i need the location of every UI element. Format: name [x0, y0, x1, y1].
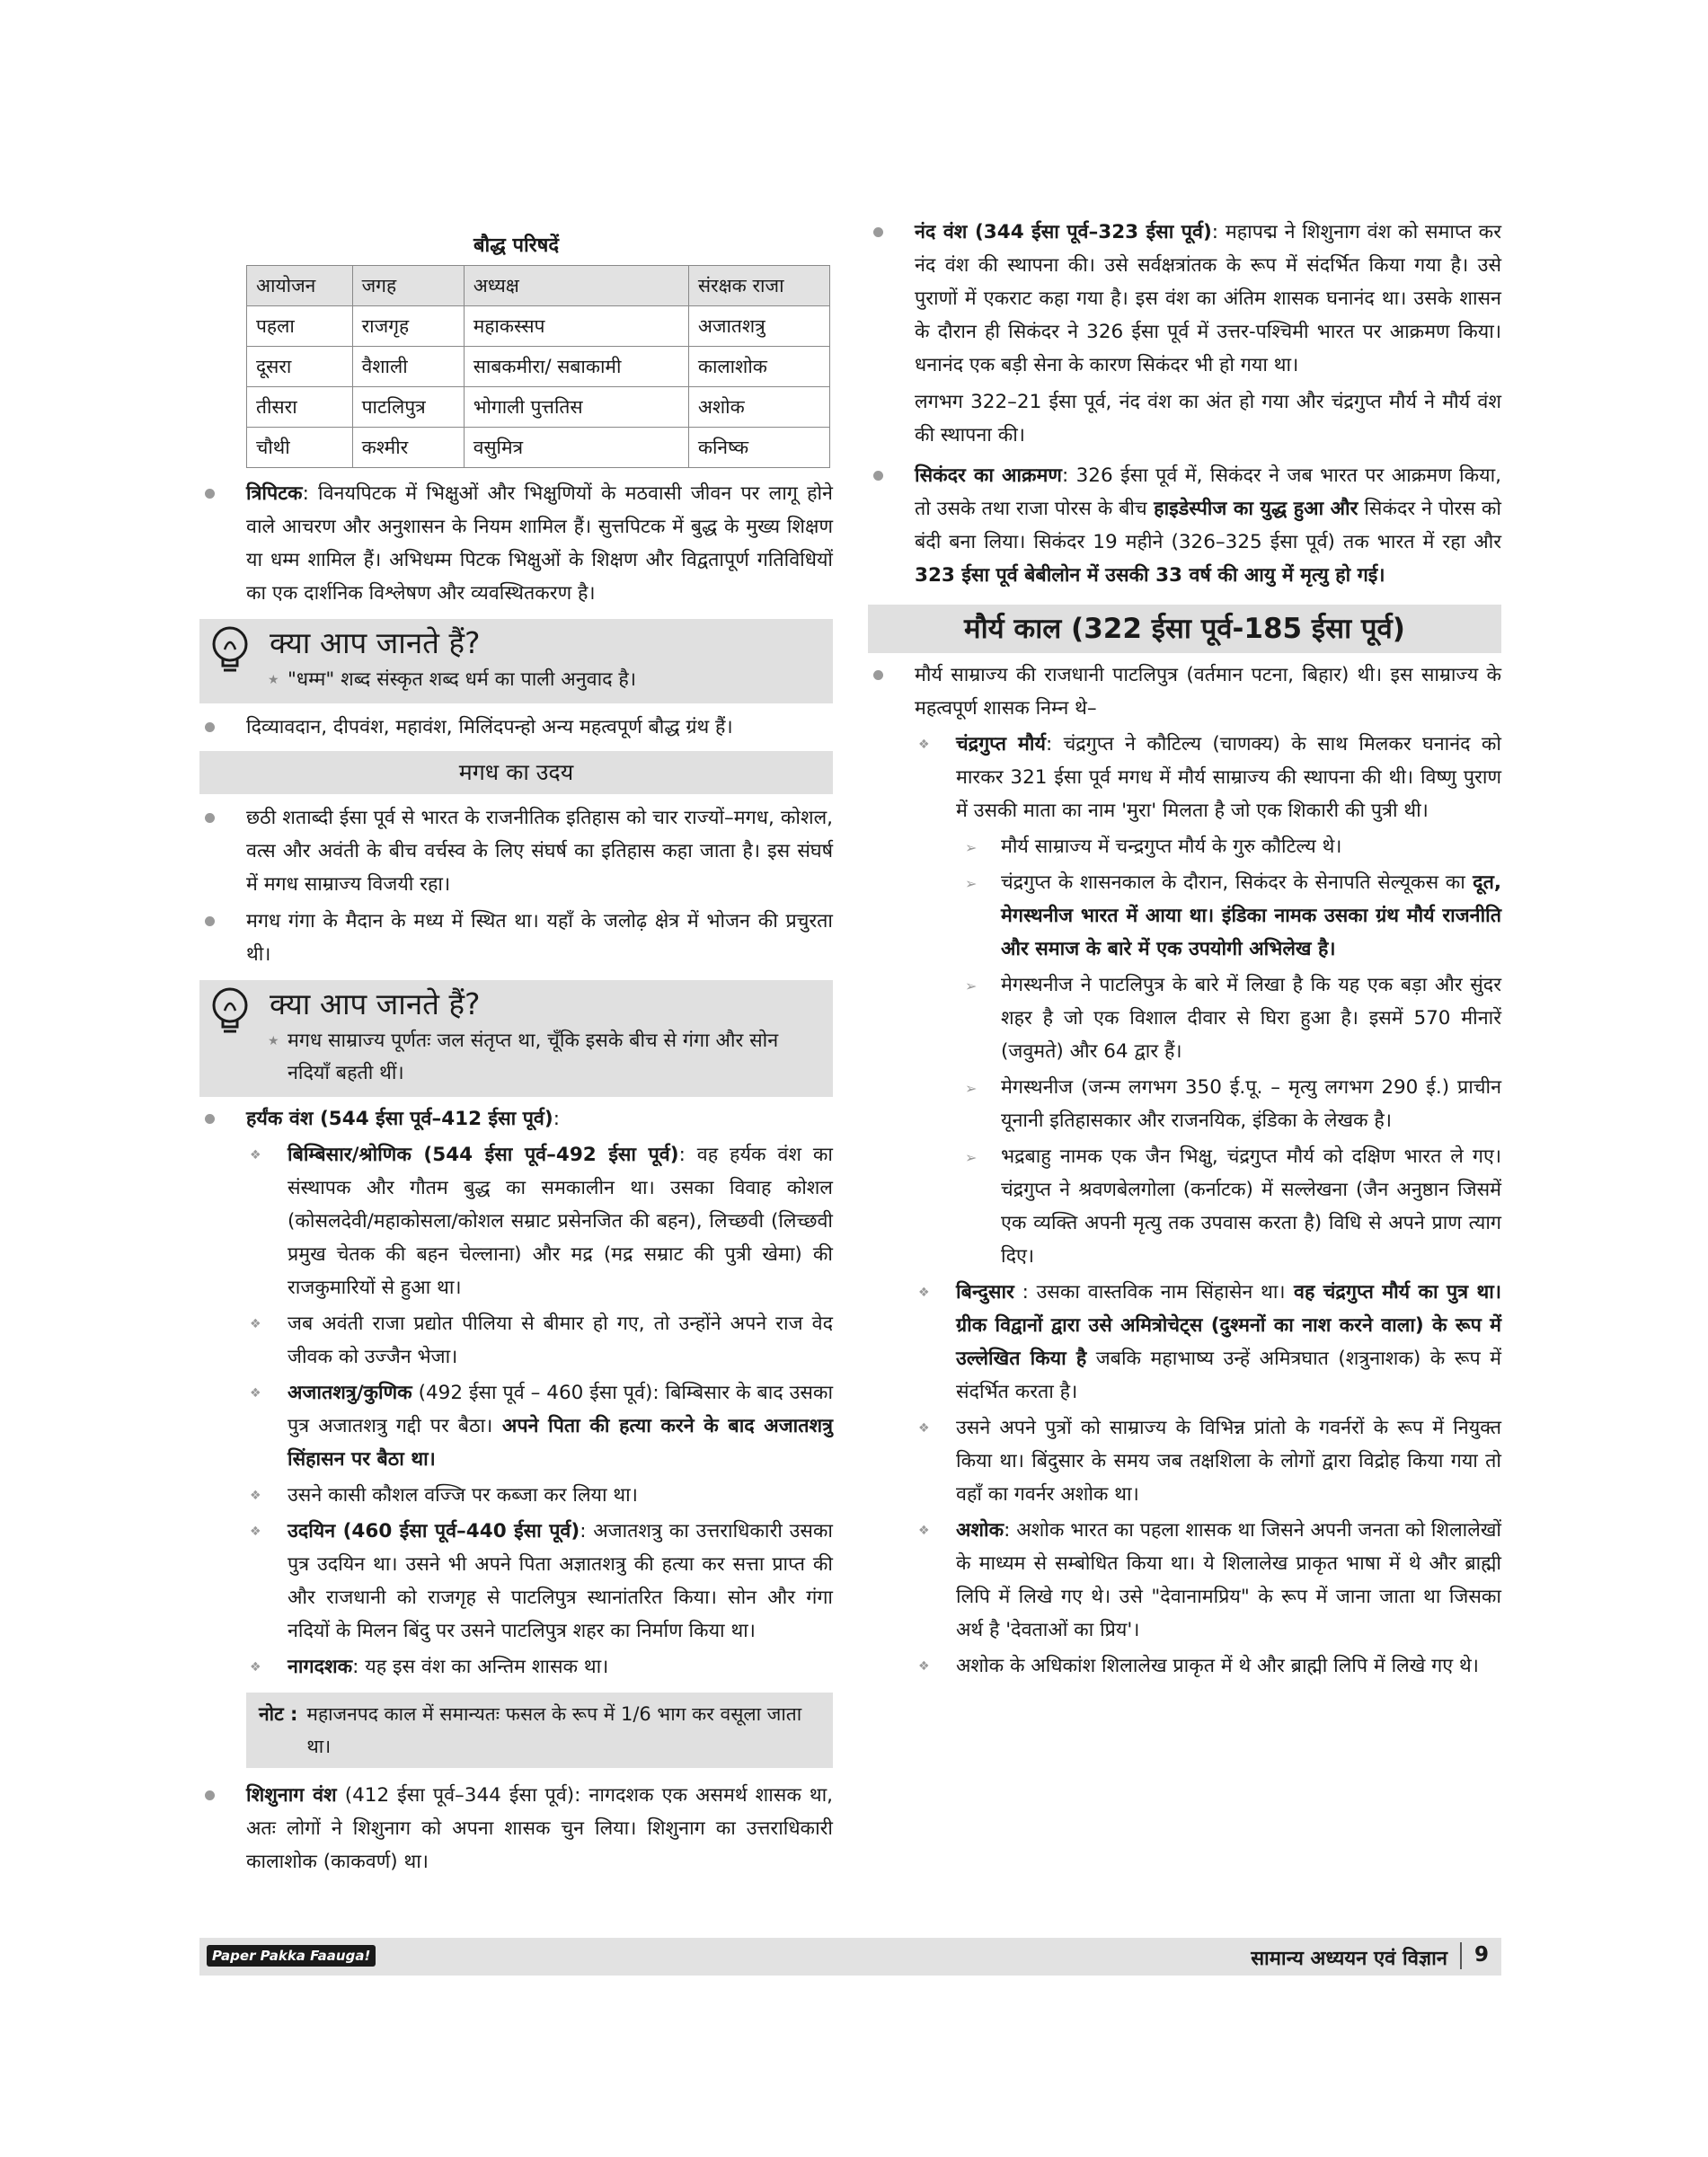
shishunag-text: : नागदशक एक असमर्थ शासक था, अतः लोगों ने शिशुनाग को अपना शासक चुन लिया। शिशुनाग का उत्तराधिकारी कालाशोक (काकवर्ण) था। [246, 1784, 834, 1873]
table-header-row [247, 266, 830, 306]
ajatshatru-paragraph [199, 1376, 833, 1476]
section-heading-maurya: मौर्य काल (322 ईसा पूर्व-185 ईसा पूर्व) [868, 605, 1501, 653]
ajatshatru-term: अजातशत्रु/कुणिक [288, 1382, 412, 1404]
guru-paragraph: ➢ मौर्य साम्राज्य में चन्द्रगुप्त मौर्य के गुरु कौटिल्य थे। [868, 830, 1501, 863]
brand-logo: Paper Pakka Faauga! [207, 1945, 376, 1967]
governors-paragraph: ❖ उसने अपने पुत्रों को साम्राज्य के विभिन्न प्रांतो के गवर्नरों के रूप में नियुक्त किया था। बिंदुसार के समय जब तक्षशिला के लोगों द्वारा विद्रोह किया गया तो वहाँ का गवर्नर अशोक था। [868, 1411, 1501, 1511]
footer-divider [1460, 1942, 1462, 1969]
ashoka-text: : अशोक भारत का पहला शासक था जिसने अपनी जनता को शिलालेखों के माध्यम से सम्बोधित किया था। ये शिलालेख प्राकृत भाषा में थे और ब्राह्मी लिपि में लिखे गए थे। उसे "देवानामप्रिय" के रूप में जाना जाता था जिसका अर्थ है 'देवताओं का प्रिय'। [956, 1519, 1501, 1641]
chandragupta-paragraph [868, 728, 1501, 827]
bindusar-bold: वह चंद्रगुप्त मौर्य का पुत्र था। ग्रीक विद्वानों द्वारा उसे अमित्रोचेट्स (दुश्मनों का नाश करने वाला) के रूप में उल्लेखित किया है [956, 1281, 1501, 1370]
right-column [868, 216, 1501, 1683]
did-you-know-title: क्या आप जानते हैं? [270, 625, 481, 660]
table-cell: अशोक [688, 387, 829, 428]
sikandar-bold-2: 323 ईसा पूर्व बेबीलोन में उसकी 33 वर्ष की आयु में मृत्यु हो गई। [915, 564, 1385, 587]
table-cell: वैशाली [352, 347, 464, 387]
ajatshatru-text: : बिम्बिसार के बाद उसका पुत्र अजातशत्रु गद्दी पर बैठा। [288, 1382, 834, 1437]
seleucus-bold: दूत, मेगस्थनीज भारत में आया था। इंडिका नामक उसका ग्रंथ मौर्य राजनीति और समाज के बारे में एक उपयोगी अभिलेख है। [1001, 871, 1501, 960]
bindusar-term: बिन्दुसार [956, 1281, 1014, 1304]
sikandar-paragraph [868, 459, 1501, 592]
magadh-paragraph-2: मगध गंगा के मैदान के मध्य में स्थित था। यहाँ के जलोढ़ क्षेत्र में भोजन की प्रचुरता थी। [199, 905, 833, 971]
did-you-know-title: क्या आप जानते हैं? [270, 986, 481, 1021]
table-cell: महाकस्सप [464, 306, 688, 347]
nagdashak-text: : यह इस वंश का अन्तिम शासक था। [352, 1656, 609, 1678]
maurya-intro-paragraph: मौर्य साम्राज्य की राजधानी पाटलिपुत्र (वर्तमान पटना, बिहार) थी। इस साम्राज्य के महत्वपूर्ण शासक निम्न थे– [868, 659, 1501, 725]
magadh-paragraph-1: छठी शताब्दी ईसा पूर्व से भारत के राजनीतिक इतिहास को चार राज्यों–मगध, कोशल, वत्स और अवंती के बीच वर्चस्व के लिए संघर्ष का इतिहास कहा जाता है। इस संघर्ष में मगध साम्राज्य विजयी रहा। [199, 801, 833, 901]
section-heading-magadh: मगध का उदय [199, 751, 833, 794]
nand-paragraph [868, 216, 1501, 382]
table-cell: कालाशोक [688, 347, 829, 387]
seleucus-text: चंद्रगुप्त के शासनकाल के दौरान, सिकंदर के सेनापति सेल्यूकस का [1001, 871, 1465, 894]
table-cell: पाटलिपुत्र [352, 387, 464, 428]
table-cell: पहला [247, 306, 353, 347]
sikandar-text-2: सिकंदर ने पोरस को बंदी बना लिया। सिकंदर 19 महीने (326–325 ईसा पूर्व) तक भारत में रहा और [915, 498, 1501, 553]
header-cell: संरक्षक राजा [688, 266, 829, 306]
haryanka-text: : [553, 1108, 560, 1130]
did-you-know-fact: ★ मगध साम्राज्य पूर्णतः जल संतृप्त था, चूँकि इसके बीच से गंगा और सोन नदियाँ बहती थीं। [208, 1025, 824, 1090]
texts-paragraph: दिव्यावदान, दीपवंश, महावंश, मिलिंदपन्हो अन्य महत्वपूर्ण बौद्ध ग्रंथ हैं। [199, 711, 833, 744]
megasthenes-paragraph-1: ➢ मेगस्थनीज ने पाटलिपुत्र के बारे में लिखा है कि यह एक बड़ा और सुंदर शहर है जो एक विशाल दीवार से घिरा हुआ है। इसमें 570 मीनारें (जवुमते) और 64 द्वार हैं। [868, 968, 1501, 1068]
header-cell: आयोजन [247, 266, 353, 306]
nand-term: नंद वंश [915, 221, 968, 243]
tripitak-text: : विनयपिटक में भिक्षुओं और भिक्षुणियों के मठवासी जीवन पर लागू होने वाले आचरण और अनुशासन के नियम शामिल हैं। सुत्तपिटक में बुद्ध के मुख्य शिक्षण या धम्म शामिल हैं। अभिधम्म पिटक भिक्षुओं के शिक्षण और विद्वतापूर्ण गतिविधियों का एक दार्शनिक विश्लेषण और व्यवस्थितकरण है। [246, 482, 833, 605]
bindusar-text: : उसका वास्तविक नाम सिंहासेन था। [1013, 1281, 1286, 1304]
table-row [247, 428, 830, 468]
page-number: 9 [1473, 1943, 1489, 1967]
avanti-paragraph: ❖ जब अवंती राजा प्रद्योत पीलिया से बीमार हो गए, तो उन्होंने अपने राज वेद जीवक को उज्जैन भेजा। [199, 1307, 833, 1374]
tripitak-paragraph [199, 477, 833, 610]
chandragupta-term: चंद्रगुप्त मौर्य [956, 733, 1046, 756]
shishunag-term: शिशुनाग वंश [246, 1784, 337, 1807]
chandragupta-text: : चंद्रगुप्त ने कौटिल्य (चाणक्य) के साथ मिलकर घनानंद को मारकर 321 ईसा पूर्व मगध में मौर्य साम्राज्य की स्थापना की थी। विष्णु पुराण में उसकी माता का नाम 'मुरा' मिलता है जो एक शिकारी की पुत्री थी। [956, 733, 1501, 822]
bimbisar-text: : वह हर्यक वंश का संस्थापक और गौतम बुद्ध का समकालीन था। उसका विवाह कोशल (कोसलदेवी/महाकोसला/कोशल सम्राट प्रसेनजित की बहन), लिच्छवी (लिच्छवी प्रमुख चेतक की बहन चेल्लाना) और मद्र (मद्र सम्राट की पुत्री खेमा) की राजकुमारियों से हुआ था। [288, 1144, 833, 1299]
buddhist-councils-table [246, 265, 830, 468]
nand-years: (344 ईसा पूर्व–323 ईसा पूर्व) [967, 221, 1212, 243]
table-cell: दूसरा [247, 347, 353, 387]
ashoka-paragraph [868, 1514, 1501, 1647]
seleucus-paragraph [868, 866, 1501, 966]
udayin-term: उदयिन (460 ईसा पूर्व–440 ईसा पूर्व) [288, 1520, 580, 1543]
tripitak-term: त्रिपिटक [246, 482, 303, 505]
table-cell: भोगाली पुत्ततिस [464, 387, 688, 428]
nand-text: : महापद्म ने शिशुनाग वंश को समाप्त कर नंद वंश की स्थापना की। उसे सर्वक्षत्रांतक के रूप में संदर्भित किया गया है। उसे पुराणों में एकराट कहा गया है। इस वंश का अंतिम शासक घनानंद था। उसके शासन के दौरान ही सिकंदर ने 326 ईसा पूर्व में उत्तर-पश्चिमी भारत पर आक्रमण किया। धनानंद एक बड़ी सेना के कारण सिकंदर भी हो गया था। [915, 221, 1501, 376]
note-text: महाजनपद काल में समान्यतः फसल के रूप में 1/6 भाग कर वसूला जाता था। [306, 1703, 802, 1757]
page-footer [199, 1938, 1501, 1976]
table-cell: कश्मीर [352, 428, 464, 468]
nagdashak-paragraph [199, 1650, 833, 1684]
did-you-know-box-1 [199, 619, 833, 703]
bimbisar-term: बिम्बिसार/श्रोणिक (544 ईसा पूर्व–492 ईसा पूर्व) [288, 1144, 679, 1166]
nagdashak-term: नागदशक [288, 1656, 353, 1678]
sikandar-term: सिकंदर का आक्रमण [915, 464, 1062, 487]
did-you-know-fact: ★ "धम्म" शब्द संस्कृत शब्द धर्म का पाली अनुवाद है। [208, 664, 824, 696]
note-label: नोट : [259, 1703, 298, 1725]
ajatshatru-years: (492 ईसा पूर्व – 460 ईसा पूर्व) [412, 1382, 653, 1404]
left-column [199, 216, 833, 1879]
udayin-paragraph [199, 1515, 833, 1648]
table-cell: वसुमित्र [464, 428, 688, 468]
did-you-know-box-2 [199, 980, 833, 1097]
table-cell: साबकमीरा/ सबाकामी [464, 347, 688, 387]
kashi-paragraph: ❖ उसने कासी कौशल वज्जि पर कब्जा कर लिया था। [199, 1479, 833, 1512]
ashoka-inscriptions-paragraph: ❖ अशोक के अधिकांश शिलालेख प्राकृत में थे और ब्राह्मी लिपि में लिखे गए थे। [868, 1649, 1501, 1683]
haryanka-paragraph [199, 1102, 833, 1136]
note-box [246, 1693, 833, 1768]
sikandar-text-1: : 326 ईसा पूर्व में, सिकंदर ने जब भारत पर आक्रमण किया, तो उसके तथा राजा पोरस के बीच [915, 464, 1501, 520]
header-cell: जगह [352, 266, 464, 306]
header-cell: अध्यक्ष [464, 266, 688, 306]
table-row [247, 387, 830, 428]
nand-extra-paragraph: लगभग 322–21 ईसा पूर्व, नंद वंश का अंत हो गया और चंद्रगुप्त मौर्य ने मौर्य वंश की स्थापना की। [915, 391, 1501, 446]
bhadrabahu-paragraph: ➢ भद्रबाहु नामक एक जैन भिक्षु, चंद्रगुप्त मौर्य को दक्षिण भारत ले गए। चंद्रगुप्त ने श्रवणबेलगोला (कर्नाटक) में सल्लेखना (जैन अनुष्ठान जिसमें एक व्यक्ति अपनी मृत्यु तक उपवास करता है) विधि से अपने प्राण त्याग दिए। [868, 1140, 1501, 1273]
table-cell: तीसरा [247, 387, 353, 428]
table-title: बौद्ध परिषदें [473, 234, 560, 257]
megasthenes-paragraph-2: ➢ मेगस्थनीज (जन्म लगभग 350 ई.पू. – मृत्यु लगभग 290 ई.) प्राचीन यूनानी इतिहासकार और राजनयिक, इंडिका के लेखक है। [868, 1071, 1501, 1137]
table-cell: कनिष्क [688, 428, 829, 468]
shishunag-years: (412 ईसा पूर्व–344 ईसा पूर्व) [336, 1784, 575, 1807]
table-row [247, 347, 830, 387]
shishunag-paragraph [199, 1779, 833, 1879]
table-cell: राजगृह [352, 306, 464, 347]
ajatshatru-bold: अपने पिता की हत्या करने के बाद अजातशत्रु सिंहासन पर बैठा था। [288, 1415, 833, 1471]
table-cell: अजातशत्रु [688, 306, 829, 347]
ashoka-term: अशोक [956, 1519, 1004, 1542]
udayin-text: : अजातशत्रु का उत्तराधिकारी उसका पुत्र उदयिन था। उसने भी अपने पिता अज्ञातशत्रु की हत्या कर सत्ता प्राप्त की और राजधानी को राजगृह से पाटलिपुत्र स्थानांतरित किया। सोन और गंगा नदियों के मिलन बिंदु पर उसने पाटलिपुत्र शहर का निर्माण किया था। [288, 1520, 833, 1642]
bindusar-paragraph [868, 1276, 1501, 1409]
table-row [247, 306, 830, 347]
bimbisar-paragraph [199, 1138, 833, 1304]
bindusar-text-2: जबकि महाभाष्य उन्हें अमित्रघात (शत्रुनाशक) के रूप में संदर्भित करता है। [956, 1348, 1501, 1403]
footer-title: सामान्य अध्ययन एवं विज्ञान [1251, 1948, 1447, 1970]
sikandar-bold-1: हाइडेस्पीज का युद्ध हुआ और [1146, 498, 1358, 520]
table-cell: चौथी [247, 428, 353, 468]
haryanka-term: हर्यंक वंश (544 ईसा पूर्व–412 ईसा पूर्व) [246, 1108, 553, 1130]
